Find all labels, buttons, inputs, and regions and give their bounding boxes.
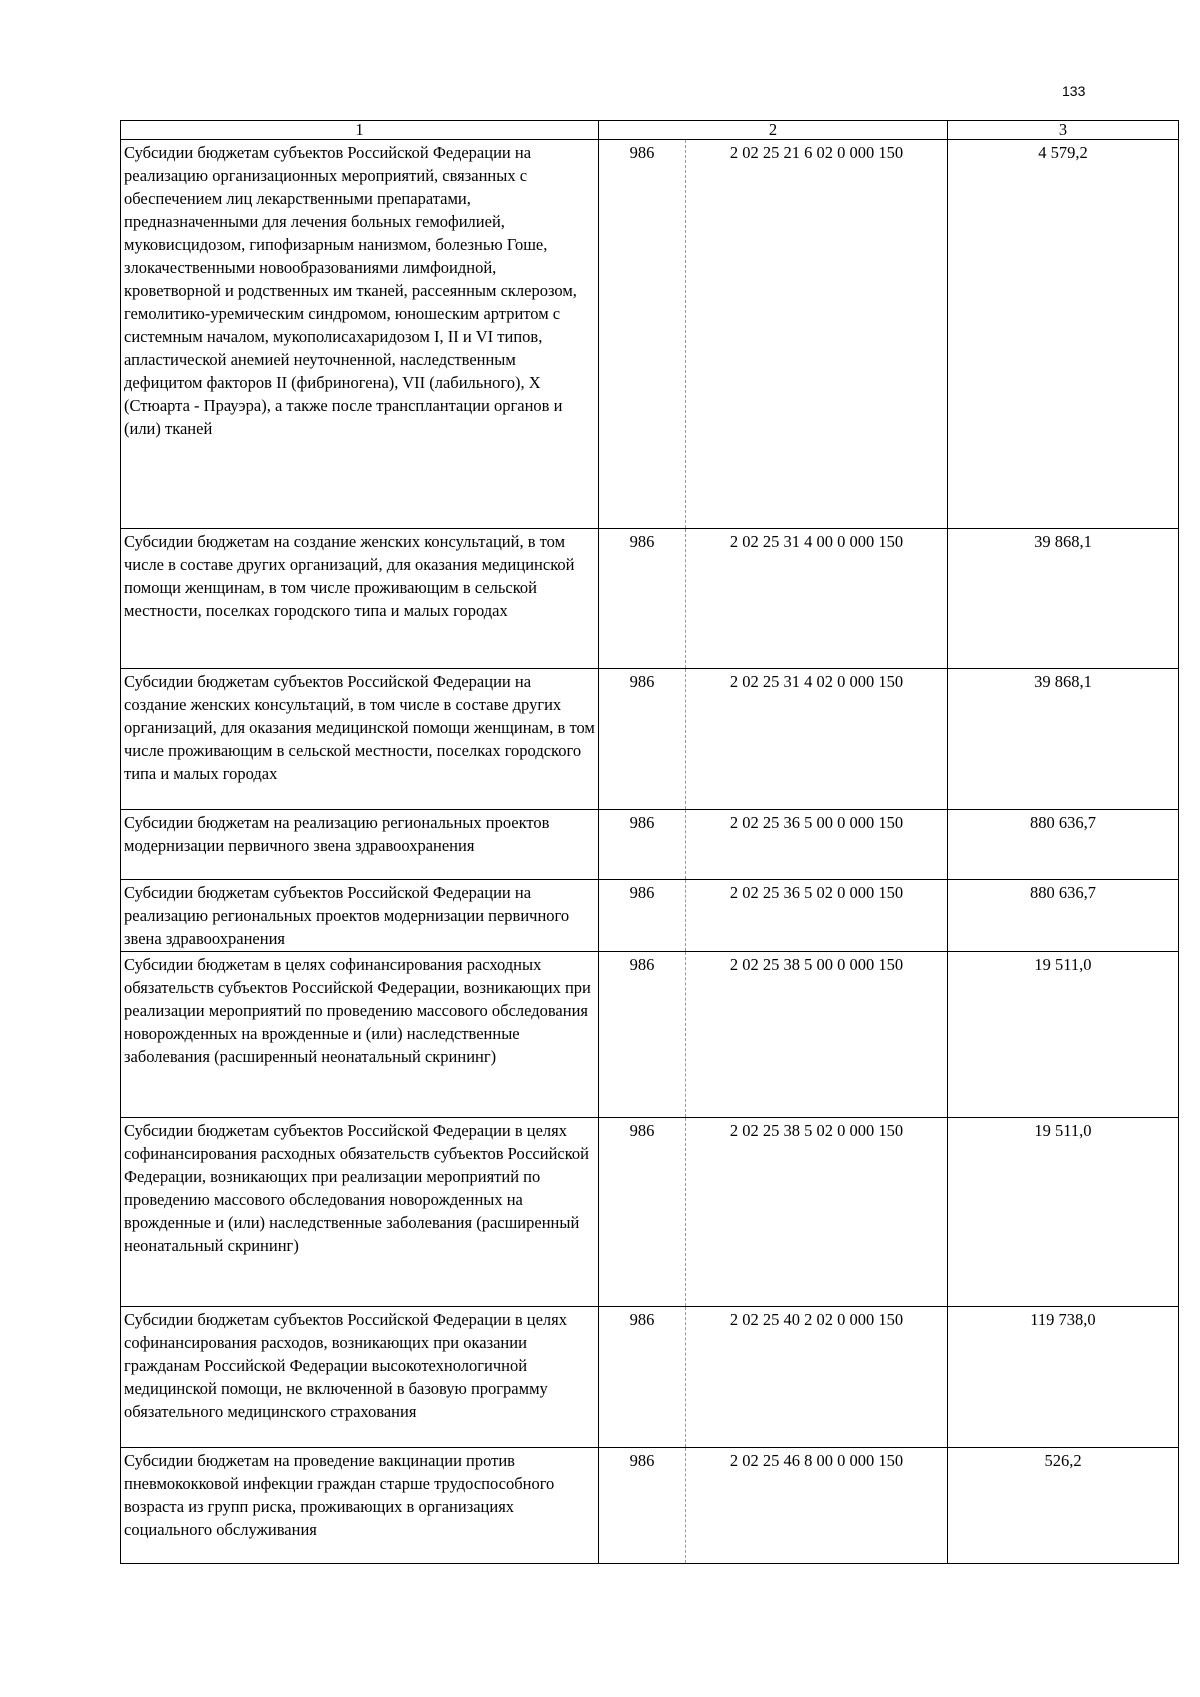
column-header-3: 3 — [948, 121, 1179, 140]
row-name: Субсидии бюджетам на реализацию региональных проектов модернизации первичного звена здравоохранения — [121, 810, 599, 880]
row-budget-code: 2 02 25 31 4 00 0 000 150 — [686, 529, 948, 669]
row-admin-code: 986 — [599, 140, 686, 529]
row-name: Субсидии бюджетам субъектов Российской Федерации в целях софинансирования расходных обязательств субъектов Российской Федерации, возникающих при реализации мероприятий по проведению массового обследования новорожденных на врожденные и (или) наследственные заболевания (расширенный неонатальный скрининг) — [121, 1118, 599, 1307]
row-admin-code: 986 — [599, 952, 686, 1118]
column-header-2: 2 — [599, 121, 948, 140]
row-budget-code: 2 02 25 21 6 02 0 000 150 — [686, 140, 948, 529]
row-admin-code: 986 — [599, 529, 686, 669]
row-amount: 39 868,1 — [948, 529, 1179, 669]
row-admin-code: 986 — [599, 1307, 686, 1448]
table-row — [121, 1307, 1179, 1448]
row-budget-code: 2 02 25 38 5 02 0 000 150 — [686, 1118, 948, 1307]
row-name: Субсидии бюджетам в целях софинансирования расходных обязательств субъектов Российской Федерации, возникающих при реализации мероприятий по проведению массового обследования новорожденных на врожденные и (или) наследственные заболевания (расширенный неонатальный скрининг) — [121, 952, 599, 1118]
row-amount: 880 636,7 — [948, 810, 1179, 880]
row-amount: 880 636,7 — [948, 880, 1179, 952]
row-admin-code: 986 — [599, 1118, 686, 1307]
column-header-1: 1 — [121, 121, 599, 140]
row-admin-code: 986 — [599, 880, 686, 952]
table-header-row — [121, 121, 1179, 140]
row-name: Субсидии бюджетам субъектов Российской Федерации на реализацию региональных проектов модернизации первичного звена здравоохранения — [121, 880, 599, 952]
table-row — [121, 1118, 1179, 1307]
table-row — [121, 952, 1179, 1118]
row-budget-code: 2 02 25 46 8 00 0 000 150 — [686, 1448, 948, 1564]
table-row — [121, 810, 1179, 880]
table-row — [121, 880, 1179, 952]
row-admin-code: 986 — [599, 669, 686, 810]
table-row — [121, 669, 1179, 810]
row-admin-code: 986 — [599, 810, 686, 880]
row-admin-code: 986 — [599, 1448, 686, 1564]
row-name: Субсидии бюджетам на проведение вакцинации против пневмококковой инфекции граждан старше трудоспособного возраста из групп риска, проживающих в организациях социального обслуживания — [121, 1448, 599, 1564]
row-amount: 119 738,0 — [948, 1307, 1179, 1448]
row-budget-code: 2 02 25 31 4 02 0 000 150 — [686, 669, 948, 810]
row-budget-code: 2 02 25 40 2 02 0 000 150 — [686, 1307, 948, 1448]
row-amount: 39 868,1 — [948, 669, 1179, 810]
budget-table — [120, 120, 1179, 1564]
table-row — [121, 529, 1179, 669]
row-amount: 526,2 — [948, 1448, 1179, 1564]
row-budget-code: 2 02 25 38 5 00 0 000 150 — [686, 952, 948, 1118]
row-name: Субсидии бюджетам субъектов Российской Федерации в целях софинансирования расходов, возникающих при оказании гражданам Российской Федерации высокотехнологичной медицинской помощи, не включенной в базовую программу обязательного медицинского страхования — [121, 1307, 599, 1448]
page-number: 133 — [1062, 83, 1086, 99]
row-name: Субсидии бюджетам субъектов Российской Федерации на создание женских консультаций, в том числе в составе других организаций, для оказания медицинской помощи женщинам, в том числе проживающим в сельской местности, поселках городского типа и малых городах — [121, 669, 599, 810]
table-row — [121, 1448, 1179, 1564]
row-amount: 19 511,0 — [948, 952, 1179, 1118]
row-name: Субсидии бюджетам субъектов Российской Федерации на реализацию организационных мероприятий, связанных с обеспечением лиц лекарственными препаратами, предназначенными для лечения больных гемофилией, муковисцидозом, гипофизарным нанизмом, болезнью Гоше, злокачественными новообразованиями лимфоидной, кроветворной и родственных им тканей, рассеянным склерозом, гемолитико-уремическим синдромом, юношеским артритом с системным началом, мукополисахаридозом I, II и VI типов, апластической анемией неуточненной, наследственным дефицитом факторов II (фибриногена), VII (лабильного), X (Стюарта - Прауэра), а также после трансплантации органов и (или) тканей — [121, 140, 599, 529]
row-budget-code: 2 02 25 36 5 02 0 000 150 — [686, 880, 948, 952]
row-amount: 4 579,2 — [948, 140, 1179, 529]
row-amount: 19 511,0 — [948, 1118, 1179, 1307]
row-budget-code: 2 02 25 36 5 00 0 000 150 — [686, 810, 948, 880]
row-name: Субсидии бюджетам на создание женских консультаций, в том числе в составе других организаций, для оказания медицинской помощи женщинам, в том числе проживающим в сельской местности, поселках городского типа и малых городах — [121, 529, 599, 669]
table-row — [121, 140, 1179, 529]
